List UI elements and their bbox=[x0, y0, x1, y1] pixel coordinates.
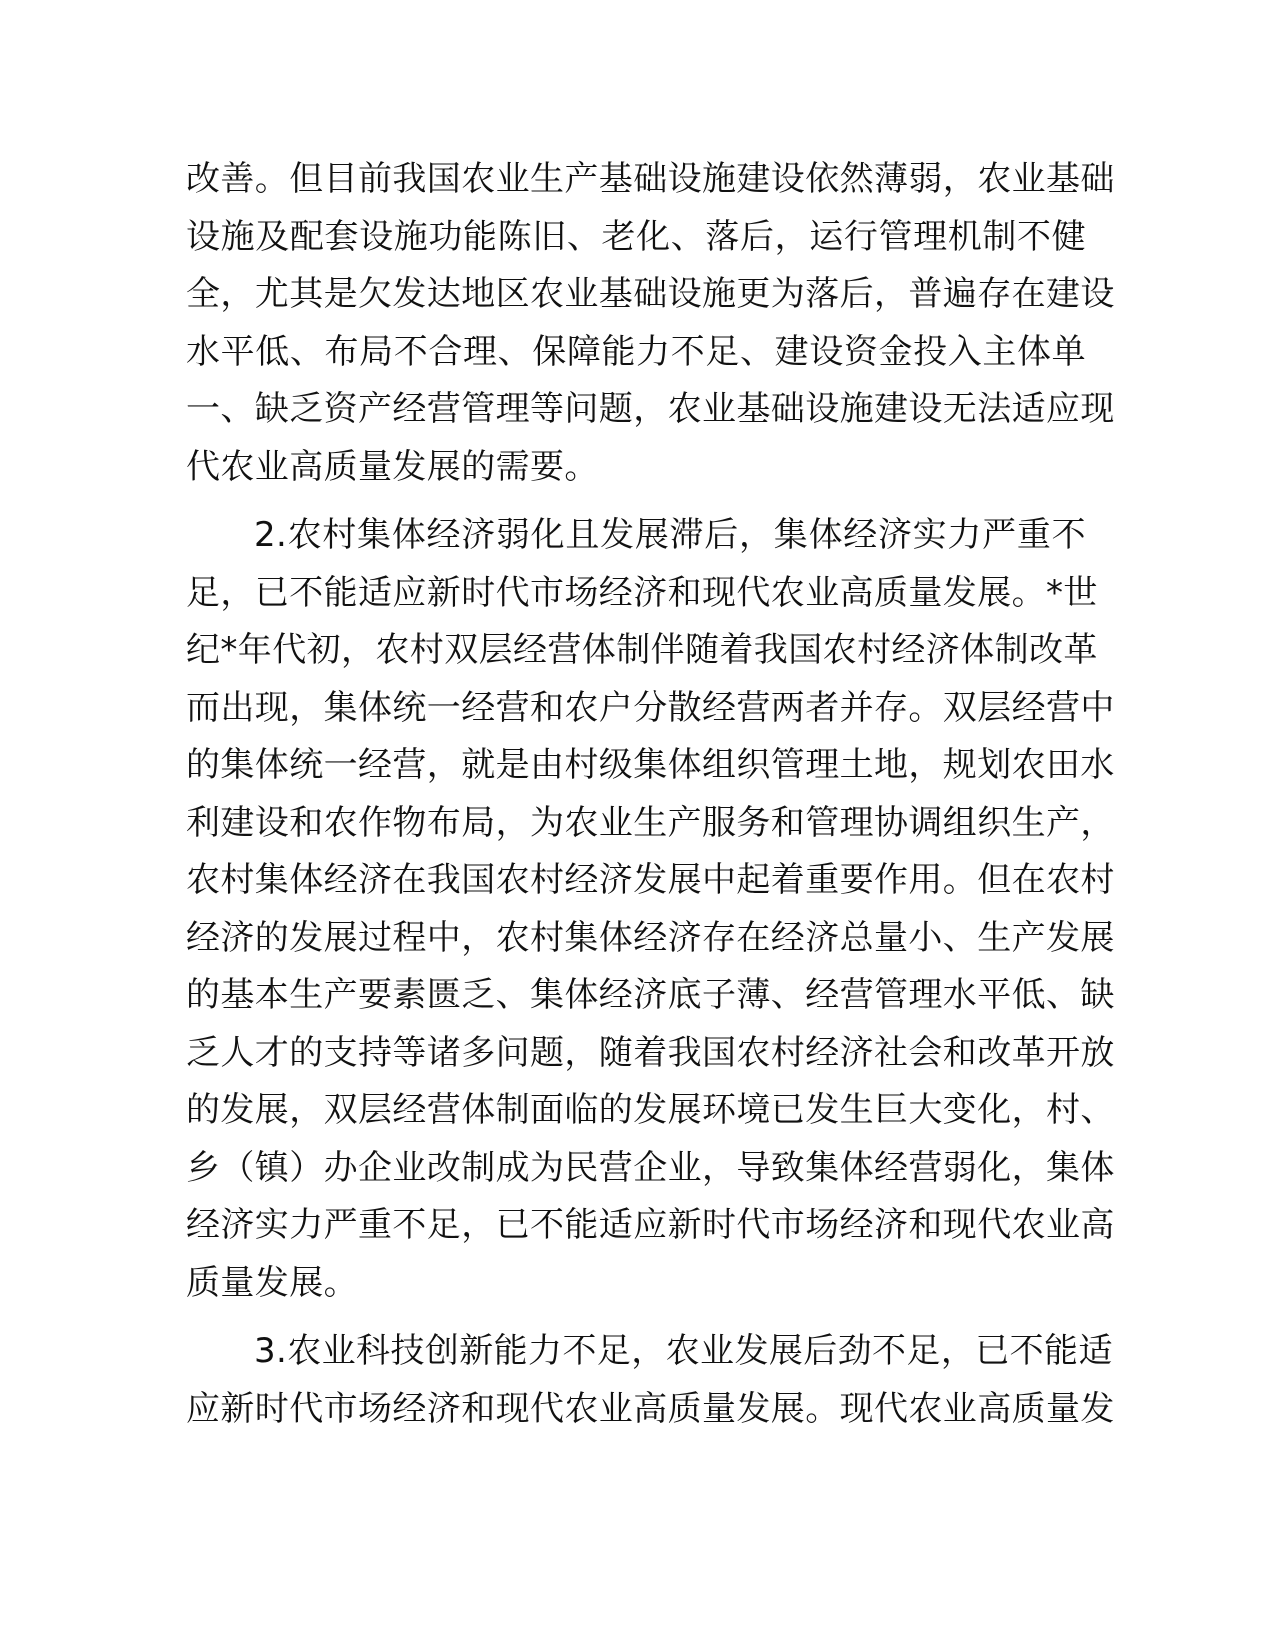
text-line: 经济实力严重不足，已不能适应新时代市场经济和现代农业高 bbox=[186, 1205, 1115, 1245]
text-line: 的发展，双层经营体制面临的发展环境已发生巨大变化，村、 bbox=[186, 1090, 1115, 1130]
text-line: 2.农村集体经济弱化且发展滞后，集体经济实力严重不 bbox=[254, 515, 1086, 555]
paragraph-2 bbox=[186, 507, 1115, 1312]
document-page bbox=[186, 151, 1115, 1438]
text-line: 代农业高质量发展的需要。 bbox=[186, 446, 599, 487]
text-line: 纪*年代初，农村双层经营体制伴随着我国农村经济体制改革 bbox=[186, 630, 1098, 670]
text-line: 一、缺乏资产经营管理等问题，农业基础设施建设无法适应现 bbox=[186, 389, 1115, 429]
text-line: 足，已不能适应新时代市场经济和现代农业高质量发展。*世 bbox=[186, 572, 1098, 613]
paragraph-3 bbox=[186, 1323, 1115, 1438]
paragraph-1 bbox=[186, 151, 1115, 496]
text-line: 3.农业科技创新能力不足，农业发展后劲不足，已不能适 bbox=[254, 1331, 1113, 1371]
text-line: 乡（镇）办企业改制成为民营企业，导致集体经营弱化，集体 bbox=[186, 1147, 1115, 1188]
text-line: 水平低、布局不合理、保障能力不足、建设资金投入主体单 bbox=[186, 331, 1086, 372]
text-line: 而出现，集体统一经营和农户分散经营两者并存。双层经营中 bbox=[186, 687, 1115, 728]
text-line: 质量发展。 bbox=[186, 1262, 358, 1303]
text-line: 改善。但目前我国农业生产基础设施建设依然薄弱，农业基础 bbox=[186, 159, 1115, 199]
text-line: 的基本生产要素匮乏、集体经济底子薄、经营管理水平低、缺 bbox=[186, 975, 1115, 1015]
text-line: 应新时代市场经济和现代农业高质量发展。现代农业高质量发 bbox=[186, 1388, 1115, 1429]
text-line: 设施及配套设施功能陈旧、老化、落后，运行管理机制不健 bbox=[186, 216, 1086, 257]
text-line: 农村集体经济在我国农村经济发展中起着重要作用。但在农村 bbox=[186, 860, 1115, 900]
text-line: 利建设和农作物布局，为农业生产服务和管理协调组织生产， bbox=[186, 802, 1115, 843]
text-line: 全，尤其是欠发达地区农业基础设施更为落后，普遍存在建设 bbox=[186, 274, 1115, 314]
text-line: 经济的发展过程中，农村集体经济存在经济总量小、生产发展 bbox=[186, 917, 1115, 958]
text-line: 乏人才的支持等诸多问题，随着我国农村经济社会和改革开放 bbox=[186, 1032, 1115, 1073]
text-line: 的集体统一经营，就是由村级集体组织管理土地，规划农田水 bbox=[186, 745, 1115, 785]
